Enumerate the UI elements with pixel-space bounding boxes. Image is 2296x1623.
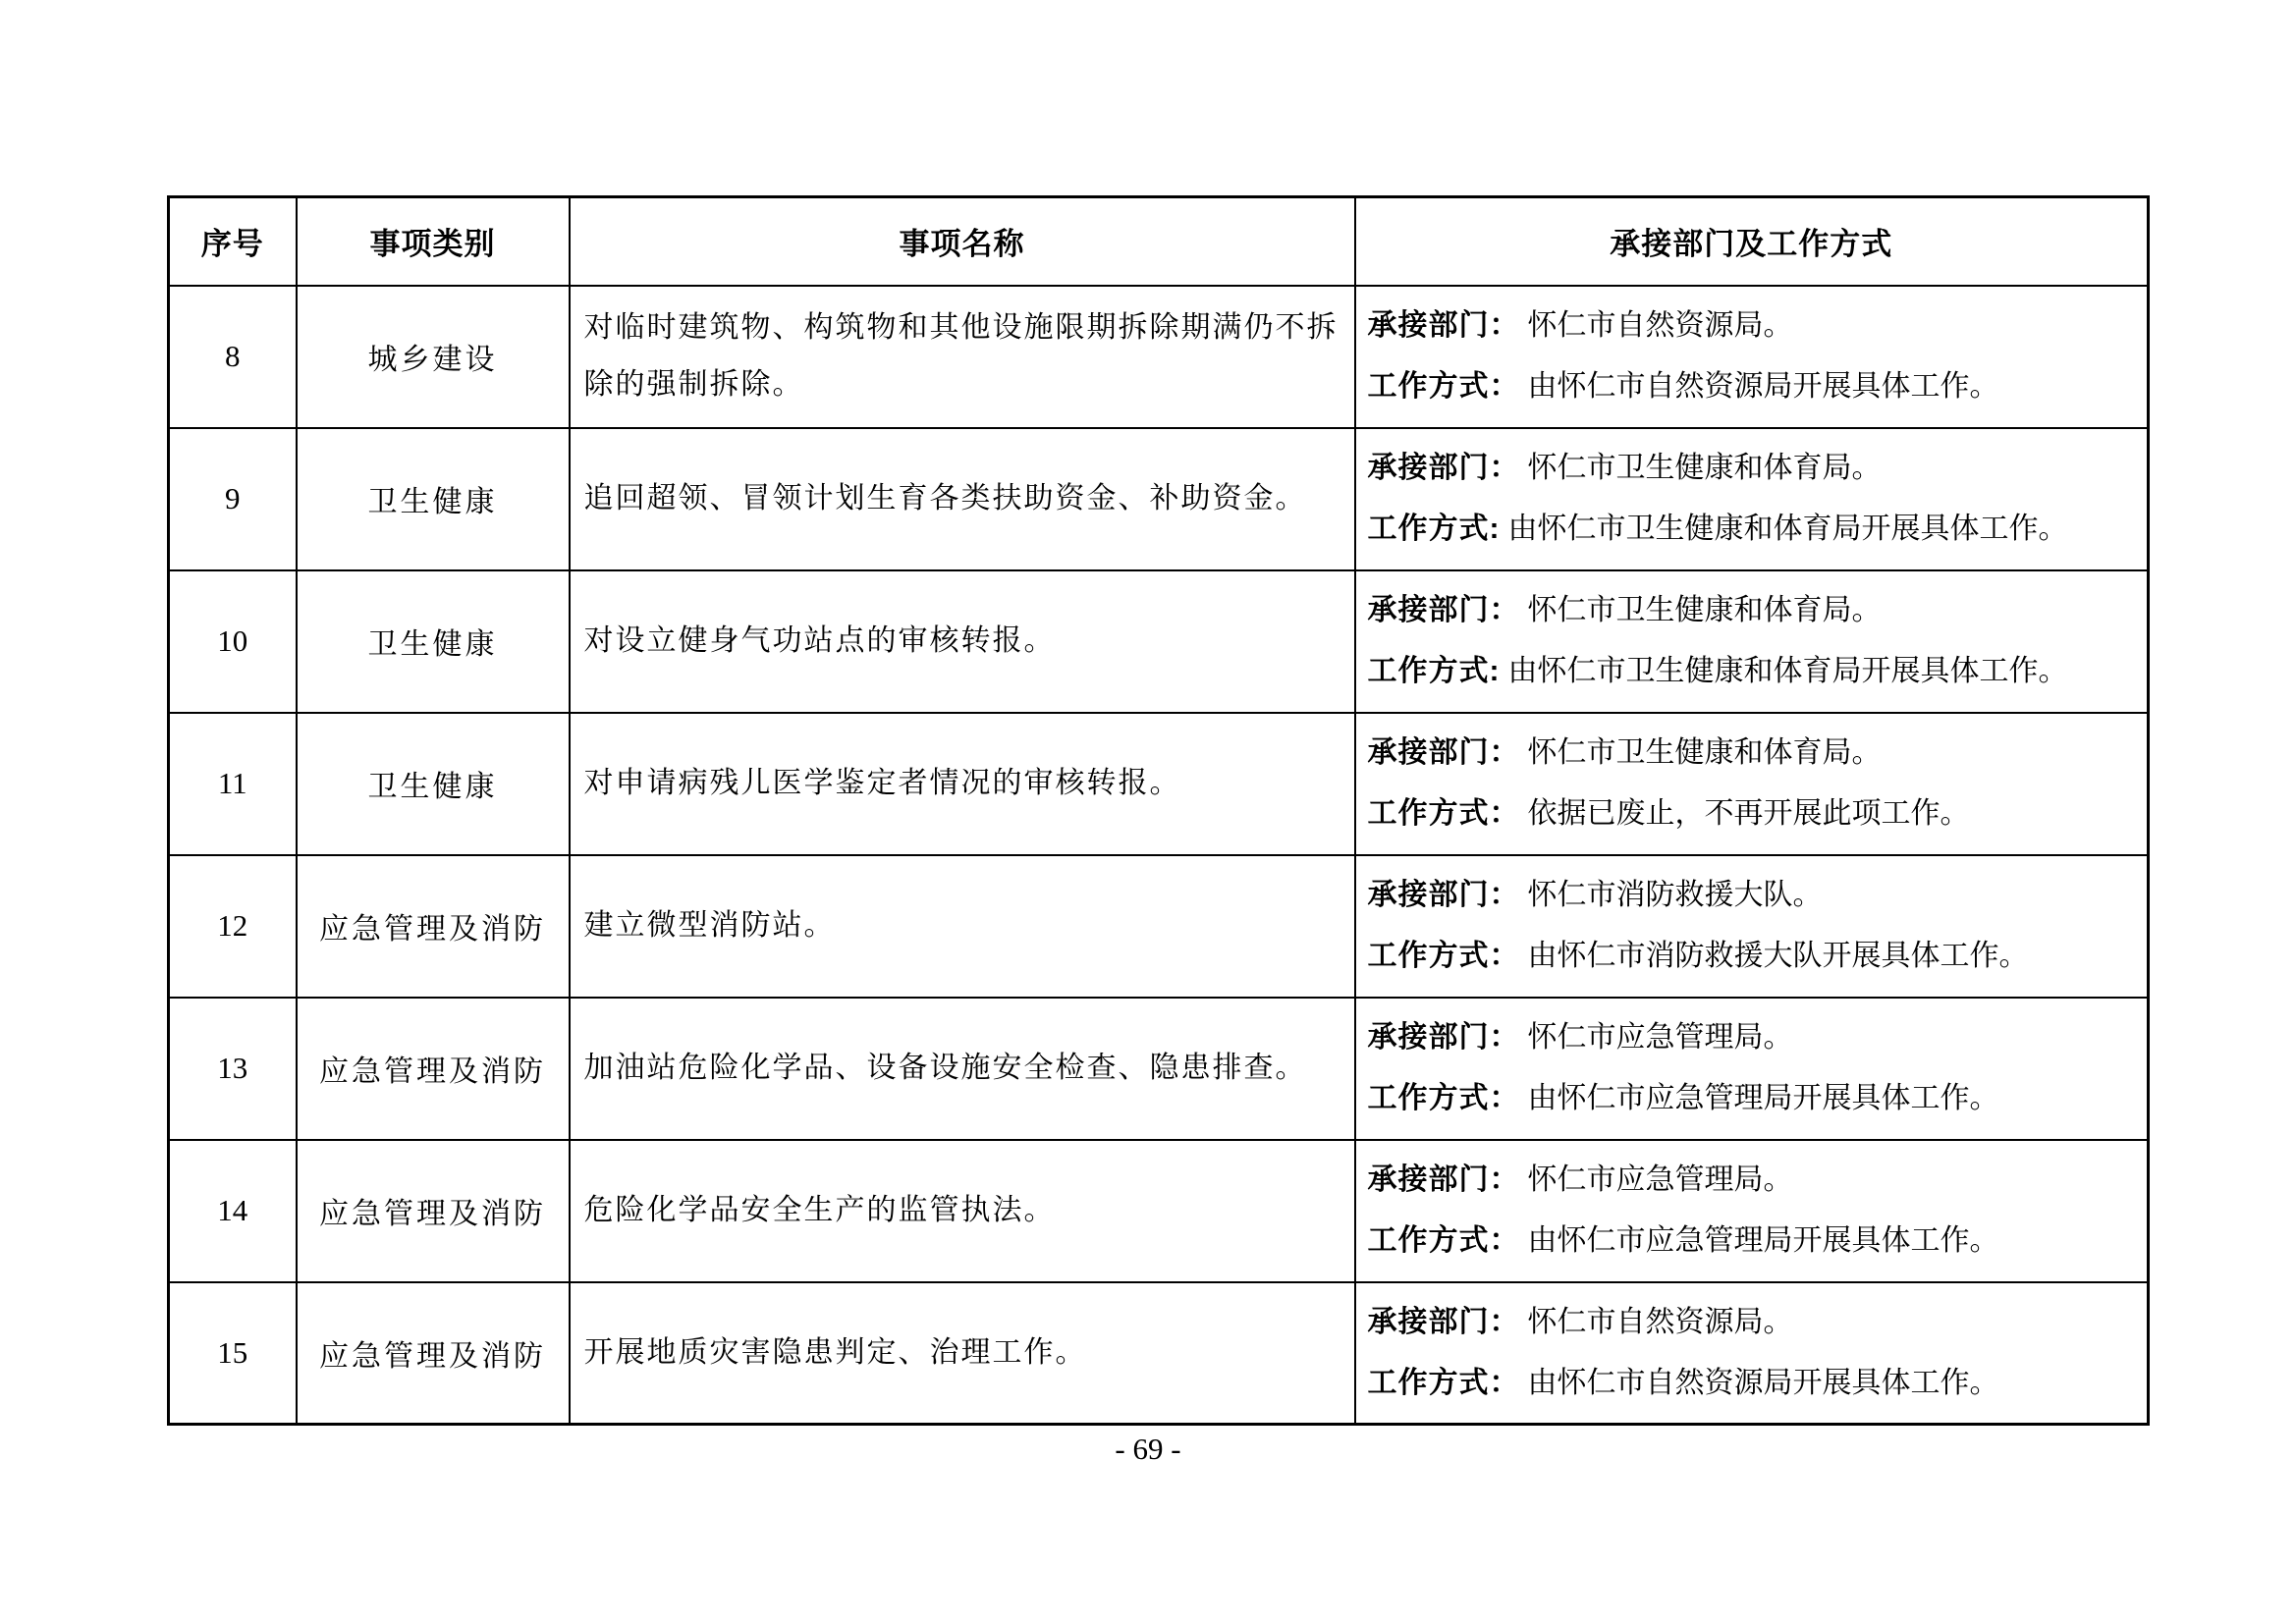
category-cell: 应急管理及消防 (297, 998, 570, 1140)
method-value: 由怀仁市卫生健康和体育局开展具体工作。 (1507, 655, 2068, 687)
item-name-cell: 对临时建筑物、构筑物和其他设施限期拆除期满仍不拆除的强制拆除。 (570, 286, 1355, 428)
method-line (1368, 926, 2136, 987)
method-label: 工作方式： (1367, 1366, 1520, 1399)
table-row (169, 713, 2149, 855)
category-cell: 应急管理及消防 (297, 1140, 570, 1282)
category-cell: 卫生健康 (297, 713, 570, 855)
item-name-cell: 对设立健身气功站点的审核转报。 (570, 570, 1355, 713)
method-label: 工作方式： (1367, 940, 1520, 972)
row-number-cell: 13 (169, 998, 297, 1140)
method-line (1368, 356, 2136, 417)
dept-label: 承接部门： (1367, 452, 1520, 484)
item-name-cell: 开展地质灾害隐患判定、治理工作。 (570, 1282, 1355, 1425)
dept-method-cell (1355, 1282, 2149, 1425)
method-value: 由怀仁市卫生健康和体育局开展具体工作。 (1507, 513, 2068, 545)
dept-label: 承接部门： (1367, 879, 1520, 911)
table-header-row (169, 197, 2149, 286)
dept-value: 怀仁市自然资源局。 (1527, 309, 1793, 342)
dept-method-cell (1355, 1140, 2149, 1282)
method-label: 工作方式： (1367, 1224, 1520, 1257)
dept-method-cell (1355, 570, 2149, 713)
page-number: - 69 - (1115, 1432, 1181, 1466)
dept-line (1368, 296, 2136, 356)
method-value: 依据已废止，不再开展此项工作。 (1527, 797, 1970, 830)
item-name-cell: 加油站危险化学品、设备设施安全检查、隐患排查。 (570, 998, 1355, 1140)
method-label: 工作方式： (1367, 370, 1520, 403)
item-name-cell: 建立微型消防站。 (570, 855, 1355, 998)
category-cell: 卫生健康 (297, 428, 570, 570)
row-number-cell: 15 (169, 1282, 297, 1425)
dept-line (1368, 1007, 2136, 1068)
method-label: 工作方式： (1367, 1082, 1520, 1114)
dept-method-cell (1355, 713, 2149, 855)
row-number-cell: 8 (169, 286, 297, 428)
dept-method-cell (1355, 855, 2149, 998)
dept-line (1368, 865, 2136, 926)
item-name-cell: 危险化学品安全生产的监管执法。 (570, 1140, 1355, 1282)
dept-value: 怀仁市自然资源局。 (1527, 1305, 1793, 1338)
dept-value: 怀仁市卫生健康和体育局。 (1527, 452, 1882, 484)
category-cell: 应急管理及消防 (297, 1282, 570, 1425)
method-label: 工作方式: (1367, 655, 1501, 687)
dept-label: 承接部门： (1367, 1163, 1520, 1196)
method-line (1368, 784, 2136, 844)
dept-line (1368, 580, 2136, 641)
table-row (169, 570, 2149, 713)
header-dept-method: 承接部门及工作方式 (1355, 197, 2149, 286)
dept-label: 承接部门： (1367, 309, 1520, 342)
method-line (1368, 499, 2136, 560)
dept-label: 承接部门： (1367, 736, 1520, 769)
dept-value: 怀仁市卫生健康和体育局。 (1527, 736, 1882, 769)
method-value: 由怀仁市自然资源局开展具体工作。 (1527, 1366, 1999, 1399)
row-number-cell: 11 (169, 713, 297, 855)
dept-value: 怀仁市消防救援大队。 (1527, 879, 1823, 911)
header-name: 事项名称 (570, 197, 1355, 286)
dept-label: 承接部门： (1367, 594, 1520, 626)
table-row (169, 286, 2149, 428)
method-label: 工作方式: (1367, 513, 1501, 545)
table-row (169, 428, 2149, 570)
row-number-cell: 9 (169, 428, 297, 570)
method-line (1368, 1353, 2136, 1414)
dept-label: 承接部门： (1367, 1305, 1520, 1338)
method-line (1368, 641, 2136, 702)
header-no: 序号 (169, 197, 297, 286)
dept-method-cell (1355, 428, 2149, 570)
row-number-cell: 14 (169, 1140, 297, 1282)
dept-value: 怀仁市卫生健康和体育局。 (1527, 594, 1882, 626)
method-value: 由怀仁市自然资源局开展具体工作。 (1527, 370, 1999, 403)
method-line (1368, 1068, 2136, 1129)
dept-line (1368, 438, 2136, 499)
items-table (167, 195, 2150, 1426)
category-cell: 城乡建设 (297, 286, 570, 428)
category-cell: 卫生健康 (297, 570, 570, 713)
method-line (1368, 1211, 2136, 1271)
row-number-cell: 12 (169, 855, 297, 998)
dept-value: 怀仁市应急管理局。 (1527, 1021, 1793, 1054)
method-value: 由怀仁市应急管理局开展具体工作。 (1527, 1224, 1999, 1257)
dept-line (1368, 1150, 2136, 1211)
dept-method-cell (1355, 998, 2149, 1140)
table-row (169, 1140, 2149, 1282)
row-number-cell: 10 (169, 570, 297, 713)
method-label: 工作方式： (1367, 797, 1520, 830)
table-row (169, 998, 2149, 1140)
header-category: 事项类别 (297, 197, 570, 286)
method-value: 由怀仁市消防救援大队开展具体工作。 (1527, 940, 2029, 972)
method-value: 由怀仁市应急管理局开展具体工作。 (1527, 1082, 1999, 1114)
table-row (169, 855, 2149, 998)
item-name-cell: 对申请病残儿医学鉴定者情况的审核转报。 (570, 713, 1355, 855)
dept-label: 承接部门： (1367, 1021, 1520, 1054)
item-name-cell: 追回超领、冒领计划生育各类扶助资金、补助资金。 (570, 428, 1355, 570)
dept-value: 怀仁市应急管理局。 (1527, 1163, 1793, 1196)
table-row (169, 1282, 2149, 1425)
dept-line (1368, 723, 2136, 784)
category-cell: 应急管理及消防 (297, 855, 570, 998)
dept-method-cell (1355, 286, 2149, 428)
dept-line (1368, 1292, 2136, 1353)
